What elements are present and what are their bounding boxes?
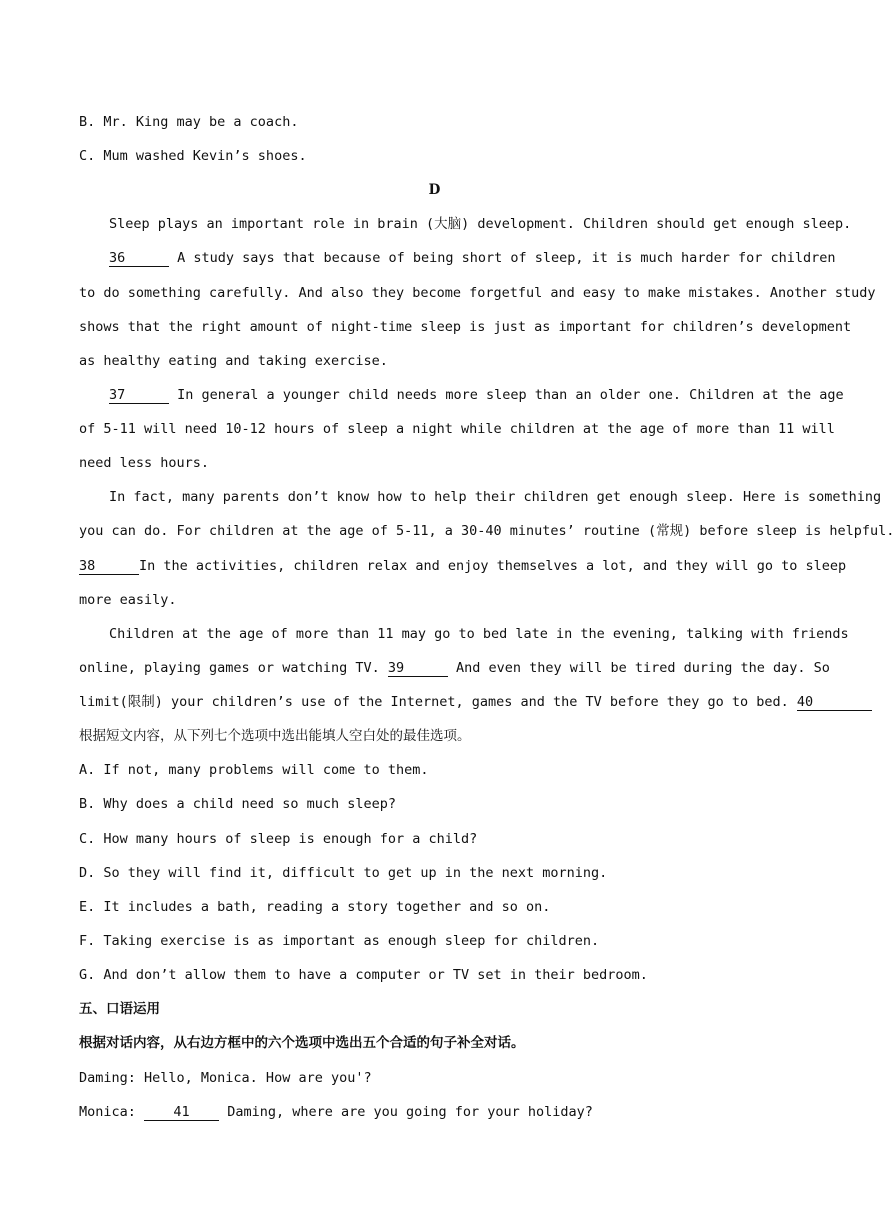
dialogue-line-2 <box>79 1102 789 1122</box>
paragraph-1-line-3: shows that the right amount of night-time sleep is just as important for children’s development <box>79 319 852 335</box>
choice-g: G. And don’t allow them to have a computer or TV set in their bedroom. <box>79 967 648 983</box>
paragraph-3-line-3 <box>79 556 847 576</box>
option-b: B. Mr. King may be a coach. <box>79 114 299 130</box>
speaker-monica: Monica: <box>79 1104 136 1120</box>
section-instruction: 根据对话内容，从右边方框中的六个选项中选出五个合适的句子补全对话。 <box>79 1035 525 1051</box>
paragraph-3-line-2: you can do. For children at the age of 5-11, a 30-40 minutes’ routine (常规) before sleep is helpful. <box>79 523 894 539</box>
choice-b: B. Why does a child need so much sleep? <box>79 796 396 812</box>
paragraph-2-line-3: need less hours. <box>79 455 210 471</box>
section-title: 五、口语运用 <box>79 1001 160 1017</box>
paragraph-3-line-4: more easily. <box>79 592 177 608</box>
blank-39: 39 <box>388 660 448 677</box>
paragraph-2-text: In general a younger child needs more sleep than an older one. Children at the age <box>177 387 844 403</box>
paragraph-4-text-head: online, playing games or watching TV. <box>79 660 380 676</box>
paragraph-4-text-end: limit(限制) your children’s use of the Internet, games and the TV before they go to bed. <box>79 694 789 710</box>
choice-f: F. Taking exercise is as important as enough sleep for children. <box>79 933 600 949</box>
dialogue-line-1: Daming: Hello, Monica. How are you'? <box>79 1070 372 1086</box>
blank-40: 40 <box>797 694 872 711</box>
paragraph-1-line-2: to do something carefully. And also they become forgetful and easy to make mistakes. Another study <box>79 285 876 301</box>
paragraph-4-text-tail: And even they will be tired during the day. So <box>456 660 830 676</box>
paragraph-3-line-1: In fact, many parents don’t know how to help their children get enough sleep. Here is something <box>109 489 882 505</box>
passage-instruction: 根据短文内容，从下列七个选项中选出能填人空白处的最佳选项。 <box>79 728 471 744</box>
passage-intro: Sleep plays an important role in brain (大脑) development. Children should get enough sleep. <box>109 216 852 232</box>
paragraph-2-line-1 <box>109 385 844 405</box>
paragraph-4-line-2 <box>79 658 830 678</box>
paragraph-1-line-1 <box>109 248 836 268</box>
blank-37: 37 <box>109 387 169 404</box>
paragraph-1-line-4: as healthy eating and taking exercise. <box>79 353 388 369</box>
paragraph-3-text: In the activities, children relax and enjoy themselves a lot, and they will go to sleep <box>139 558 847 574</box>
blank-41: 41 <box>144 1104 219 1121</box>
blank-36: 36 <box>109 250 169 267</box>
paragraph-2-line-2: of 5-11 will need 10-12 hours of sleep a night while children at the age of more than 11 will <box>79 421 835 437</box>
choice-a: A. If not, many problems will come to them. <box>79 762 429 778</box>
option-c: C. Mum washed Kevin’s shoes. <box>79 148 307 164</box>
paragraph-1-text: A study says that because of being short of sleep, it is much harder for children <box>177 250 836 266</box>
choice-c: C. How many hours of sleep is enough for a child? <box>79 831 478 847</box>
dialogue-text: Daming, where are you going for your holiday? <box>227 1104 593 1120</box>
paragraph-4-line-1: Children at the age of more than 11 may go to bed late in the evening, talking with friends <box>109 626 849 642</box>
passage-heading: D <box>428 182 441 198</box>
choice-e: E. It includes a bath, reading a story together and so on. <box>79 899 551 915</box>
paragraph-4-line-3 <box>79 692 814 712</box>
choice-d: D. So they will find it, difficult to get up in the next morning. <box>79 865 608 881</box>
blank-38: 38 <box>79 558 139 575</box>
